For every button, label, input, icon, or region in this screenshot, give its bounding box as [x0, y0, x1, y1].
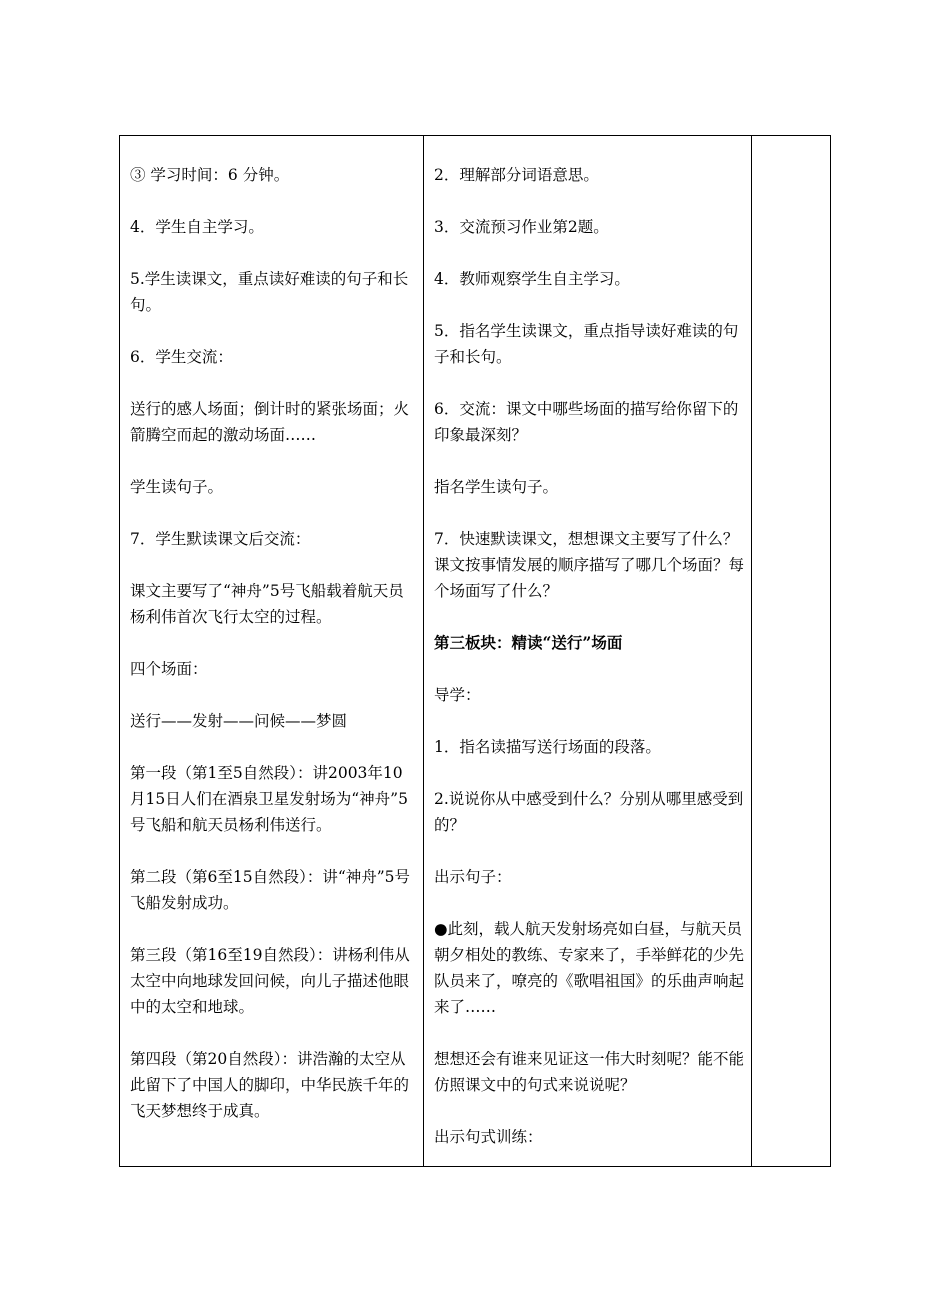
- left-para: 第二段（第6至15自然段）：讲“神舟”5号飞船发射成功。: [130, 868, 411, 912]
- middle-para: 5．指名学生读课文，重点指导读好难读的句子和长句。: [434, 322, 739, 366]
- middle-para: 3．交流预习作业第2题。: [434, 218, 609, 236]
- middle-para: 导学：: [434, 686, 481, 704]
- student-activity-column: [120, 136, 424, 1166]
- left-para: 第四段（第20自然段）：讲浩瀚的太空从此留下了中国人的脚印，中华民族千年的飞天梦想终于成真。: [130, 1050, 410, 1120]
- left-para: 学生读句子。: [130, 478, 224, 496]
- middle-para: 7．快速默读课文，想想课文主要写了什么？课文按事情发展的顺序描写了哪几个场面？每个场面写了什么？: [434, 530, 745, 600]
- middle-para: 1．指名读描写送行场面的段落。: [434, 738, 661, 756]
- middle-para: 4．教师观察学生自主学习。: [434, 270, 630, 288]
- teacher-guidance-column: [424, 136, 752, 1166]
- left-para: 第三段（第16至19自然段）：讲杨利伟从太空中向地球发回问候，向儿子描述他眼中的太空和地球。: [130, 946, 410, 1016]
- left-para: 四个场面：: [130, 660, 208, 678]
- notes-column: [752, 136, 830, 1166]
- middle-para: 6．交流：课文中哪些场面的描写给你留下的印象最深刻？: [434, 400, 739, 444]
- middle-para: 出示句式训练：: [434, 1128, 543, 1146]
- left-para: 7．学生默读课文后交流：: [130, 530, 311, 548]
- section-heading: 第三板块：精读“送行”场面: [434, 633, 623, 652]
- left-para: 4．学生自主学习。: [130, 218, 264, 236]
- quoted-sentence: ●此刻，载人航天发射场亮如白昼，与航天员朝夕相处的教练、专家来了，手举鲜花的少先队员来了，嘹亮的《歌唱祖国》的乐曲声响起来了……: [434, 920, 745, 1016]
- left-para: 送行的感人场面；倒计时的紧张场面；火箭腾空而起的激动场面……: [130, 400, 410, 444]
- left-para: 课文主要写了“神舟”5号飞船载着航天员杨利伟首次飞行太空的过程。: [130, 582, 404, 626]
- left-para: 第一段（第1至5自然段）：讲2003年10月15日人们在酒泉卫星发射场为“神舟”5号飞船和航天员杨利伟送行。: [130, 764, 408, 834]
- middle-para: 指名学生读句子。: [434, 478, 559, 496]
- middle-para: 想想还会有谁来见证这一伟大时刻呢？能不能仿照课文中的句式来说说呢？: [434, 1050, 745, 1094]
- middle-para: 2．理解部分词语意思。: [434, 166, 599, 184]
- middle-para: 2.说说你从中感受到什么？分别从哪里感受到的？: [434, 790, 744, 834]
- middle-para: 出示句子：: [434, 868, 512, 886]
- left-para: 5.学生读课文，重点读好难读的句子和长句。: [130, 270, 409, 314]
- lesson-plan-table: [119, 135, 831, 1167]
- left-para: 6．学生交流：: [130, 348, 233, 366]
- left-para: 送行——发射——问候——梦圆: [130, 712, 348, 730]
- left-para: ③ 学习时间：6 分钟。: [130, 166, 290, 184]
